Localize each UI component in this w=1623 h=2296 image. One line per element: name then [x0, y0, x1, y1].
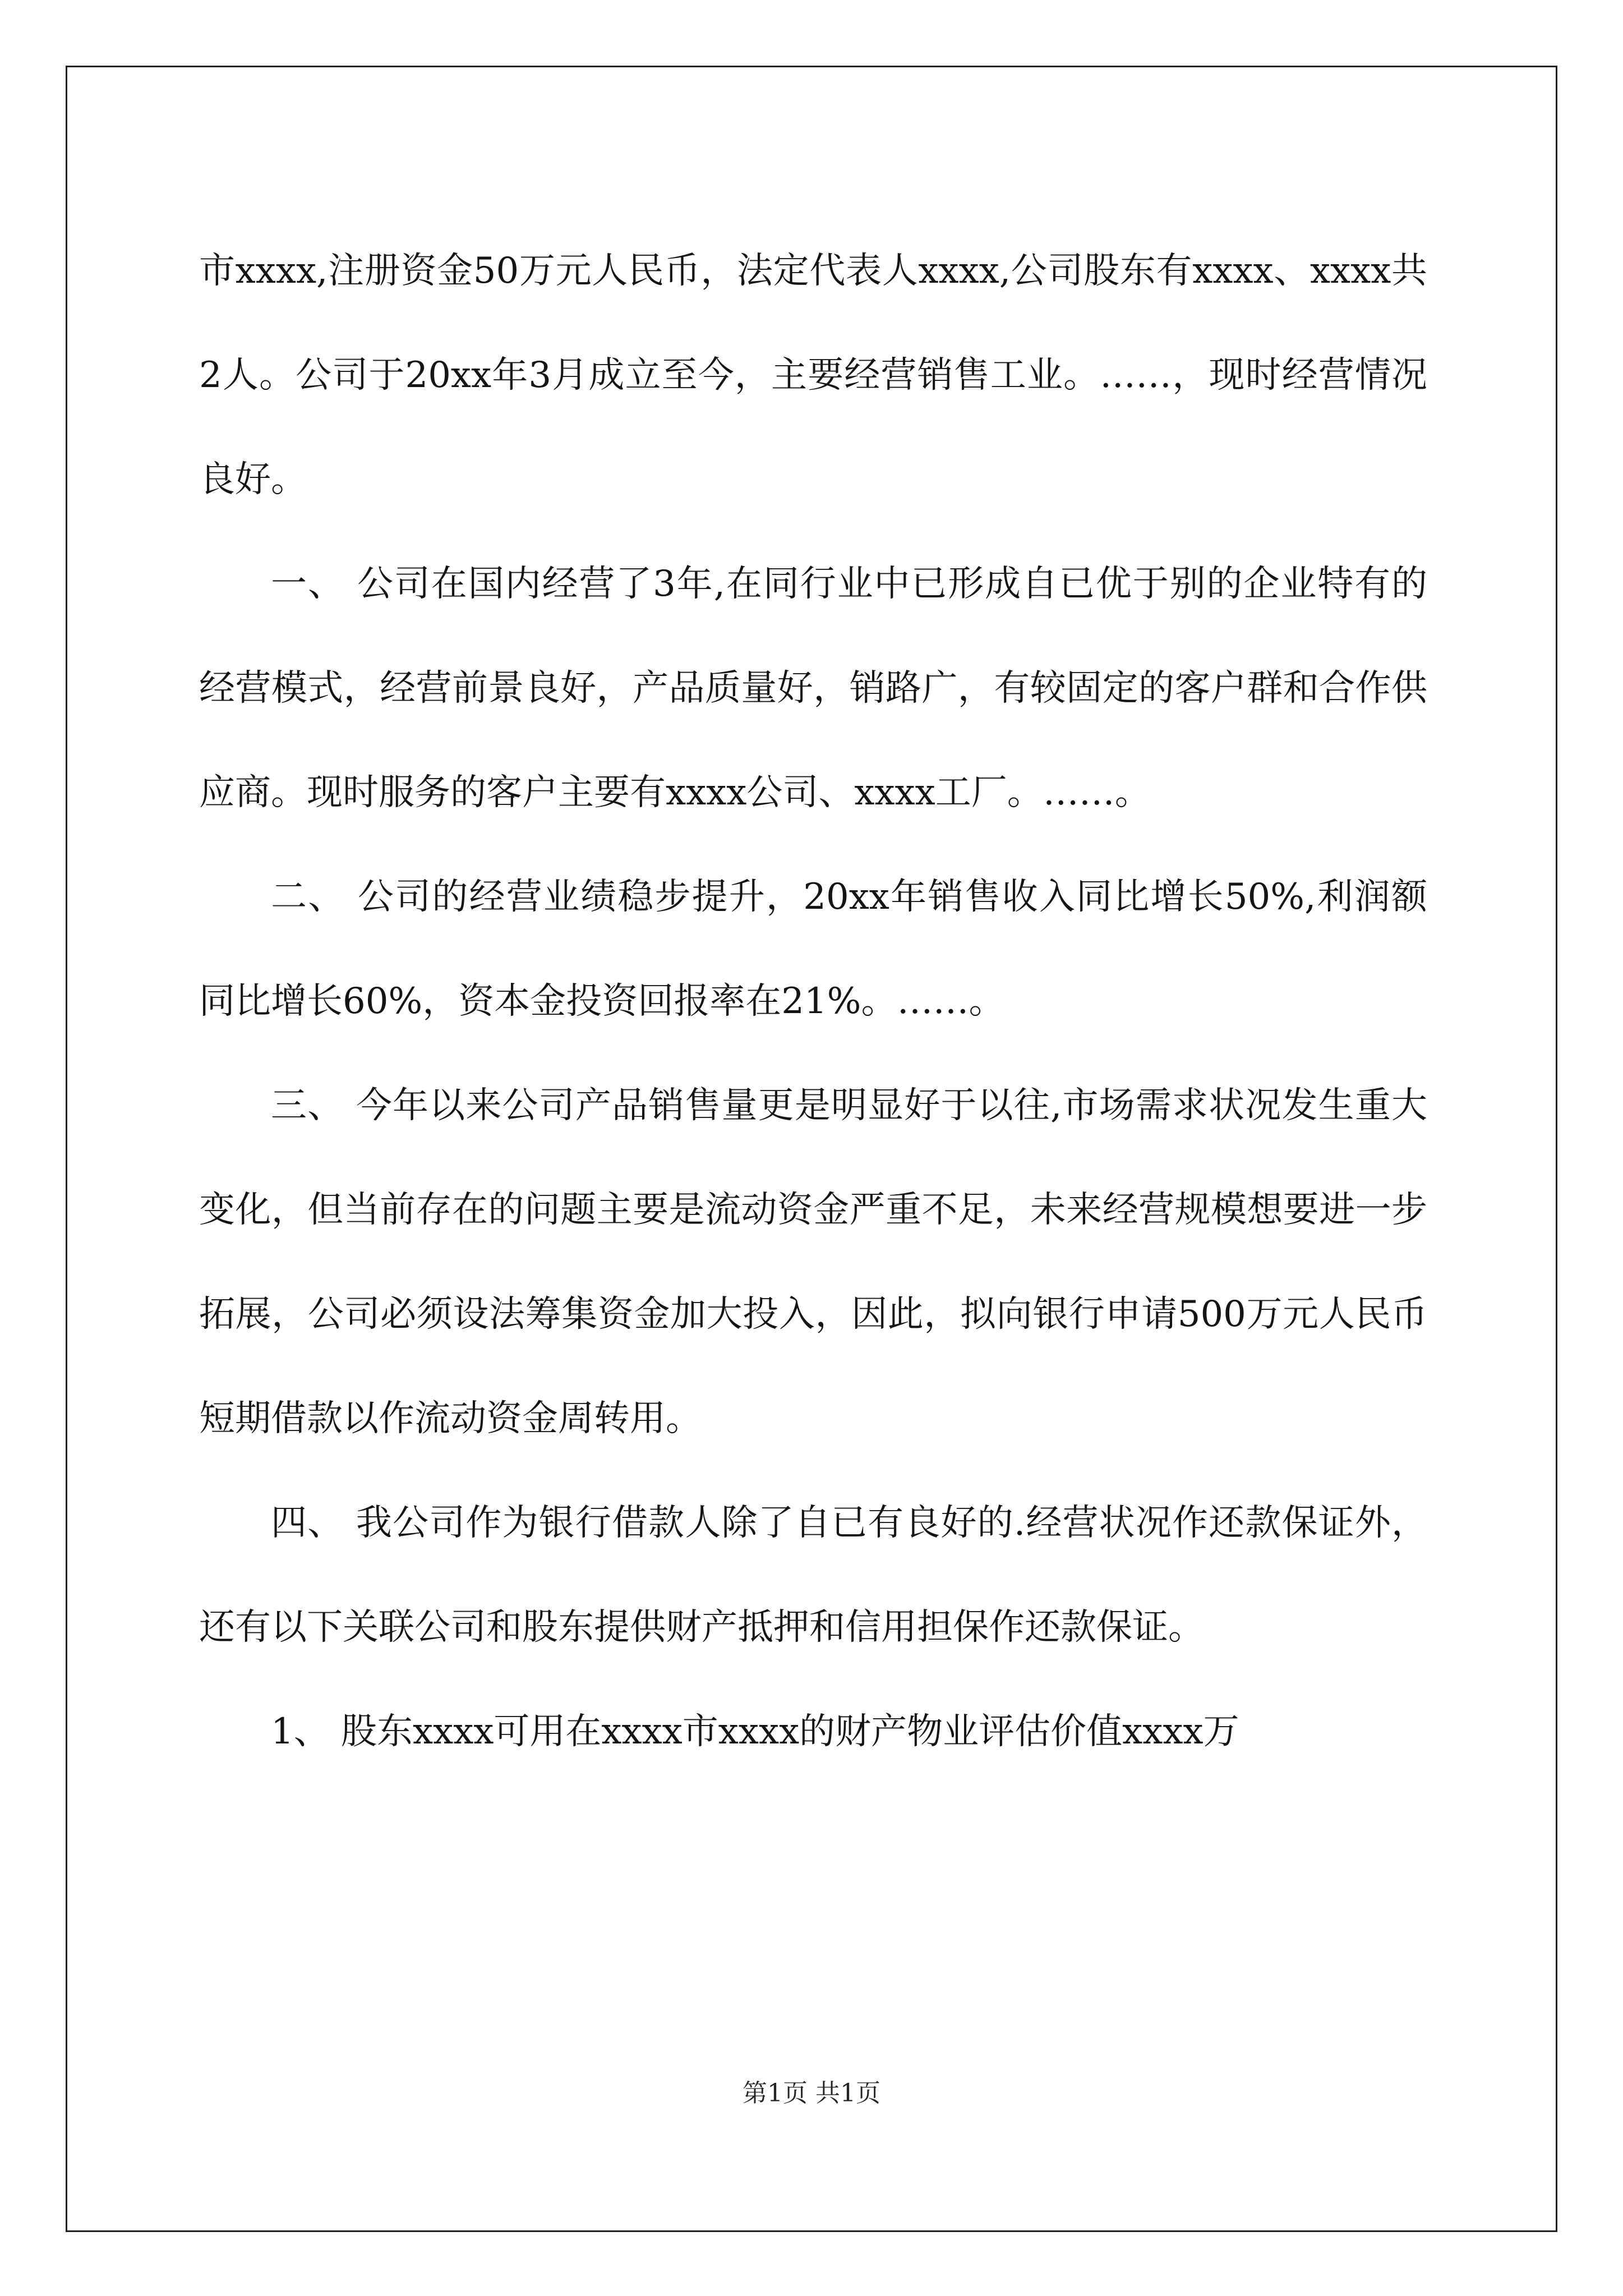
page-footer: 第1页 共1页 [743, 2079, 880, 2108]
paragraph-intro: 市xxxx,注册资金50万元人民币，法定代表人xxxx,公司股东有xxxx、xxxx共2人。公司于20xx年3月成立至今，主要经营销售工业。……，现时经营情况良好。 [199, 250, 1427, 500]
paragraph-subpoint-1: 1、 股东xxxx可用在xxxx市xxxx的财产物业评估价值xxxx万 [271, 1711, 1239, 1752]
document-body [199, 219, 1427, 1784]
paragraph-point-4: 四、 我公司作为银行借款人除了自已有良好的.经营状况作还款保证外，还有以下关联公司和股东提供财产抵押和信用担保作还款保证。 [199, 1502, 1427, 1648]
paragraph-point-1: 一、 公司在国内经营了3年,在同行业中已形成自已优于别的企业特有的经营模式，经营前景良好，产品质量好，销路广，有较固定的客户群和合作供应商。现时服务的客户主要有xxxx公司、xxxx工厂。……。 [199, 563, 1427, 813]
paragraph-point-3: 三、 今年以来公司产品销售量更是明显好于以往,市场需求状况发生重大变化，但当前存在的问题主要是流动资金严重不足，未来经营规模想要进一步拓展，公司必须设法筹集资金加大投入，因此，拟向银行申请500万元人民币短期借款以作流动资金周转用。 [199, 1085, 1427, 1439]
paragraph-point-2: 二、 公司的经营业绩稳步提升，20xx年销售收入同比增长50%,利润额同比增长60%，资本金投资回报率在21%。……。 [199, 876, 1427, 1022]
